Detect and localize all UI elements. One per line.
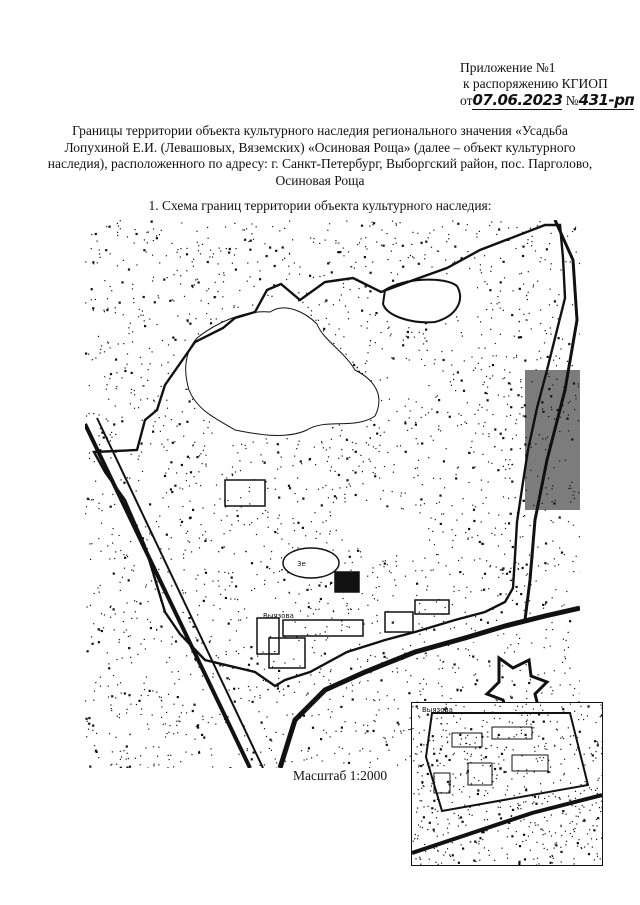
section-heading: 1. Схема границ территории объекта культурного наследия: <box>148 198 492 213</box>
inset-boundary <box>426 713 588 811</box>
street-label-main: Выязова <box>263 612 294 620</box>
inset-street-label: Выязова <box>422 706 453 714</box>
appendix-header <box>460 60 635 109</box>
order-date-line <box>460 91 635 109</box>
buildings <box>225 480 449 668</box>
inset-buildings <box>434 727 548 793</box>
clearing-east <box>335 506 427 554</box>
boundary-map <box>85 220 580 768</box>
order-number: 431-рп <box>578 91 635 109</box>
document-title: Границы территории объекта культурного наследия регионального значения «Усадьба Лопухиной Е.И. (Левашовых, Вяземских) «Осиновая Роща» (далее – объект культурного наследия), расположенного по адресу: г. Санкт-Петербург, Выборгский район, пос. Парголово, Осиновая Роща <box>47 123 593 188</box>
appendix-label: Приложение №1 <box>460 60 556 75</box>
railway-line <box>85 418 263 768</box>
map-scale: Масштаб 1:2000 <box>293 768 388 783</box>
date-prefix: от <box>460 93 473 108</box>
order-label: к распоряжению КГИОП <box>463 76 608 91</box>
pond-label: Зе <box>297 560 306 568</box>
pond-small <box>283 548 339 578</box>
lake-area <box>186 308 379 436</box>
inset-map <box>411 702 603 866</box>
order-date: 07.06.2023 <box>472 91 563 109</box>
territory-boundary <box>94 225 565 686</box>
dense-urban-block <box>525 370 580 510</box>
number-prefix: № <box>565 93 579 108</box>
